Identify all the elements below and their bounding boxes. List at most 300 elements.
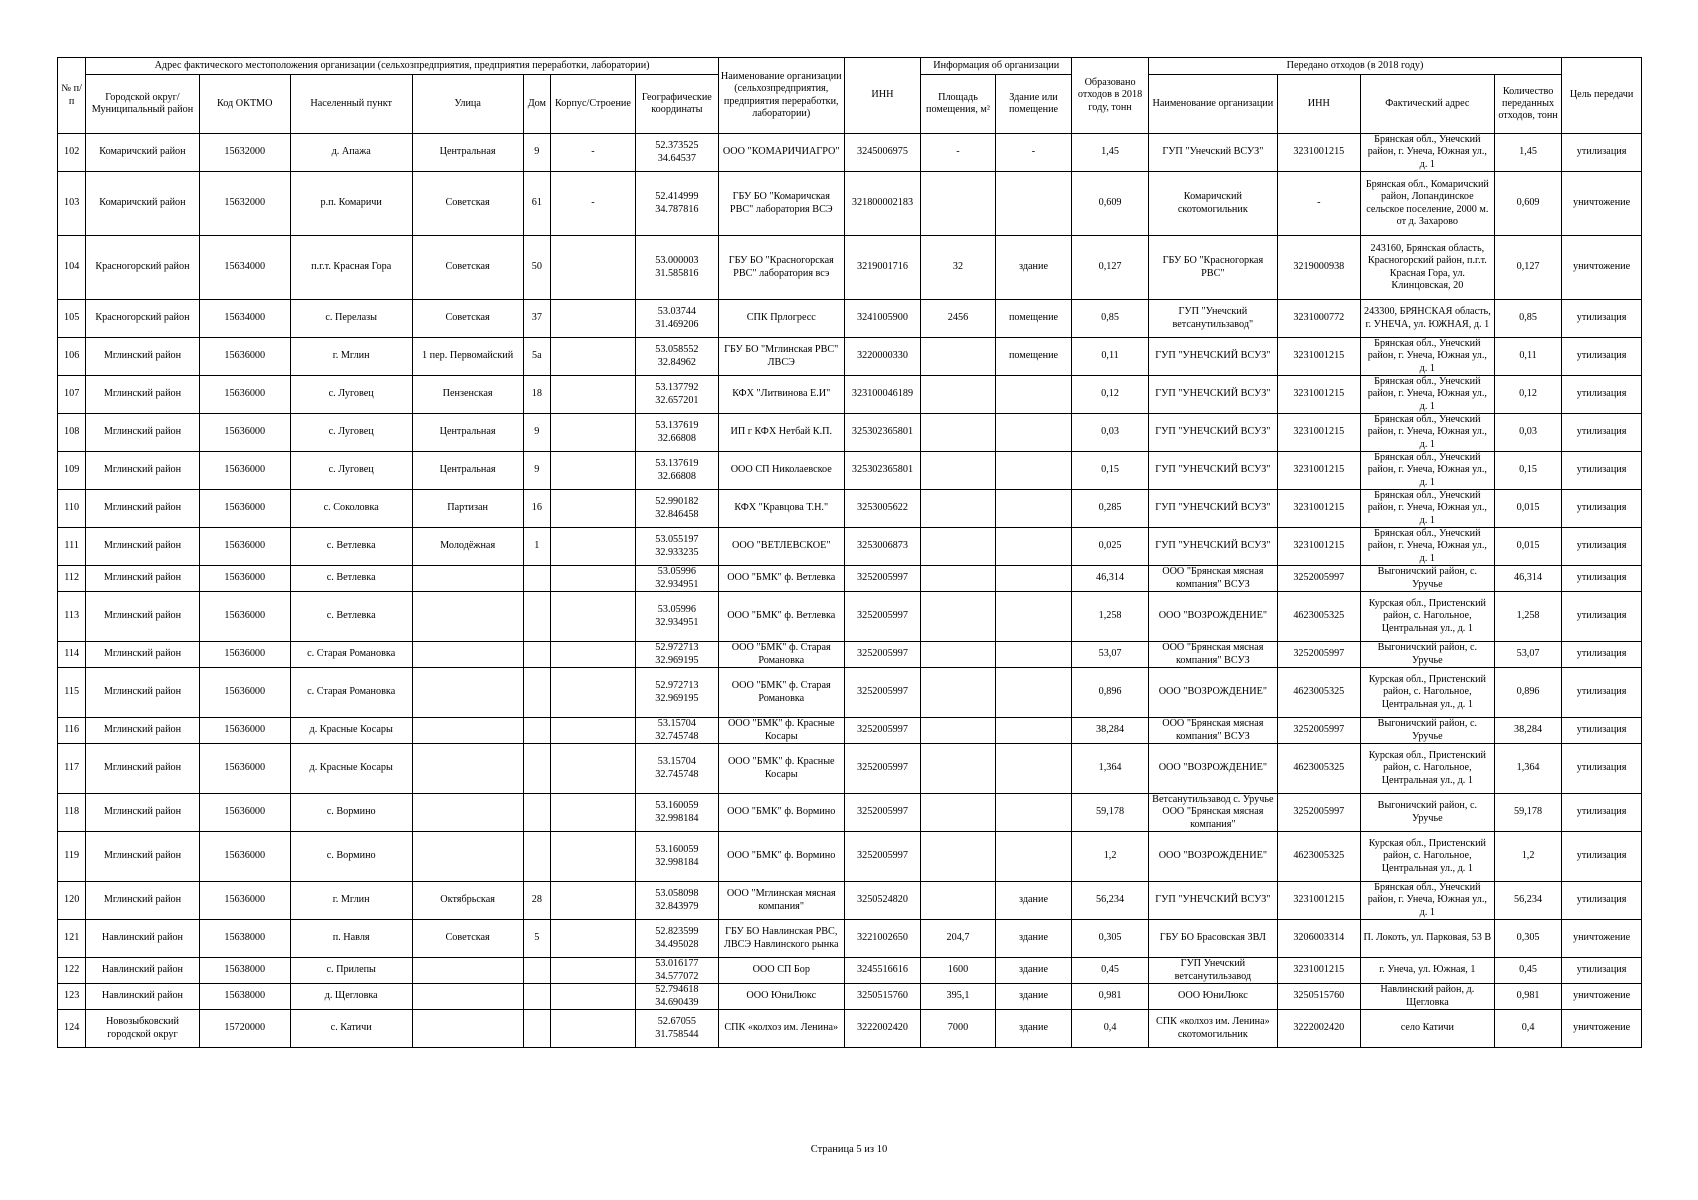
cell-formed: 1,2: [1072, 832, 1149, 882]
cell-recv-address: село Катичи: [1360, 1010, 1494, 1048]
cell-org: ГБУ БО "Комаричская РВС" лаборатория ВСЭ: [718, 172, 844, 236]
cell-inn: 3253005622: [844, 490, 921, 528]
cell-recv-inn: 4623005325: [1277, 832, 1360, 882]
cell-building: [550, 984, 635, 1010]
cell-area: -: [921, 134, 995, 172]
cell-recv-address: П. Локоть, ул. Парковая, 53 В: [1360, 920, 1494, 958]
cell-settlement: с. Старая Романовка: [290, 642, 412, 668]
cell-oktmo: 15634000: [199, 236, 290, 300]
cell-recv-address: Навлинский район, д. Щегловка: [1360, 984, 1494, 1010]
cell-recv-inn: 4623005325: [1277, 592, 1360, 642]
cell-recv-inn: 3250515760: [1277, 984, 1360, 1010]
cell-building: [550, 668, 635, 718]
cell-recv-qty: 59,178: [1494, 794, 1561, 832]
table-row: [58, 566, 1642, 592]
cell-building: [550, 490, 635, 528]
cell-building: [550, 642, 635, 668]
cell-premises: [995, 452, 1072, 490]
cell-oktmo: 15720000: [199, 1010, 290, 1048]
cell-premises: [995, 414, 1072, 452]
cell-recv-name: Комаричский скотомогильник: [1148, 172, 1277, 236]
cell-house: [523, 642, 550, 668]
cell-formed: 0,15: [1072, 452, 1149, 490]
cell-settlement: с. Луговец: [290, 414, 412, 452]
table-row: [58, 134, 1642, 172]
longitude: 34.787816: [655, 203, 699, 215]
cell-area: [921, 832, 995, 882]
cell-oktmo: 15636000: [199, 490, 290, 528]
cell-formed: 0,12: [1072, 376, 1149, 414]
cell-street: Советская: [412, 920, 523, 958]
cell-house: 37: [523, 300, 550, 338]
cell-street: [412, 718, 523, 744]
latitude: 53.03744: [657, 306, 696, 318]
latitude: 53.137619: [655, 420, 699, 432]
cell-org: ООО "БМК" ф. Вормино: [718, 832, 844, 882]
cell-recv-name: ООО "Брянская мясная компания" ВСУЗ: [1148, 718, 1277, 744]
cell-recv-qty: 38,284: [1494, 718, 1561, 744]
cell-street: Советская: [412, 300, 523, 338]
cell-coords: [635, 452, 718, 490]
cell-okrug: Комаричский район: [86, 172, 199, 236]
cell-recv-address: Брянская обл., Унечский район, г. Унеча, Южная ул., д. 1: [1360, 490, 1494, 528]
longitude: 32.66808: [657, 432, 696, 444]
cell-formed: 0,85: [1072, 300, 1149, 338]
cell-recv-address: Выгоничский район, с. Уручье: [1360, 642, 1494, 668]
table-row: [58, 668, 1642, 718]
latitude: 52.990182: [655, 496, 699, 508]
cell-area: [921, 718, 995, 744]
cell-area: [921, 794, 995, 832]
cell-num: 121: [58, 920, 86, 958]
cell-num: 119: [58, 832, 86, 882]
cell-recv-qty: 0,12: [1494, 376, 1561, 414]
col-building: Корпус/Строение: [550, 75, 635, 134]
col-recv-inn: ИНН: [1277, 75, 1360, 134]
cell-inn: 3252005997: [844, 718, 921, 744]
cell-recv-inn: 3231001215: [1277, 134, 1360, 172]
cell-num: 116: [58, 718, 86, 744]
col-oktmo: Код ОКТМО: [199, 75, 290, 134]
cell-okrug: Мглинский район: [86, 528, 199, 566]
cell-building: [550, 528, 635, 566]
cell-premises: [995, 566, 1072, 592]
cell-inn: 3222002420: [844, 1010, 921, 1048]
cell-oktmo: 15636000: [199, 718, 290, 744]
cell-recv-qty: 1,45: [1494, 134, 1561, 172]
cell-settlement: с. Перелазы: [290, 300, 412, 338]
cell-area: [921, 490, 995, 528]
cell-coords: [635, 794, 718, 832]
cell-okrug: Мглинский район: [86, 744, 199, 794]
cell-org: ООО "Мглинская мясная компания": [718, 882, 844, 920]
cell-purpose: утилизация: [1562, 794, 1642, 832]
cell-coords: [635, 376, 718, 414]
cell-premises: [995, 592, 1072, 642]
cell-street: [412, 1010, 523, 1048]
cell-recv-name: Ветсанутильзавод с. Уручье ООО "Брянская мясная компания": [1148, 794, 1277, 832]
cell-inn: 3252005997: [844, 668, 921, 718]
latitude: 53.05996: [657, 566, 696, 578]
cell-recv-qty: 0,015: [1494, 528, 1561, 566]
cell-area: 7000: [921, 1010, 995, 1048]
cell-settlement: д. Красные Косары: [290, 744, 412, 794]
cell-street: [412, 744, 523, 794]
latitude: 53.058552: [655, 344, 699, 356]
cell-recv-inn: 4623005325: [1277, 744, 1360, 794]
cell-settlement: с. Соколовка: [290, 490, 412, 528]
cell-settlement: д. Щегловка: [290, 984, 412, 1010]
cell-num: 111: [58, 528, 86, 566]
cell-premises: помещение: [995, 300, 1072, 338]
cell-street: 1 пер. Первомайский: [412, 338, 523, 376]
cell-coords: [635, 338, 718, 376]
cell-num: 105: [58, 300, 86, 338]
cell-purpose: уничтожение: [1562, 236, 1642, 300]
cell-premises: [995, 794, 1072, 832]
cell-building: -: [550, 172, 635, 236]
longitude: 32.969195: [655, 654, 699, 666]
longitude: 32.846458: [655, 508, 699, 520]
cell-coords: [635, 744, 718, 794]
cell-coords: [635, 920, 718, 958]
col-group-info: Информация об организации: [921, 58, 1072, 75]
cell-area: [921, 592, 995, 642]
latitude: 53.137792: [655, 382, 699, 394]
cell-settlement: с. Катичи: [290, 1010, 412, 1048]
cell-settlement: п.г.т. Красная Гора: [290, 236, 412, 300]
table-row: [58, 172, 1642, 236]
cell-inn: 3245006975: [844, 134, 921, 172]
cell-num: 107: [58, 376, 86, 414]
cell-recv-name: ГБУ БО "Красногоркая РВС": [1148, 236, 1277, 300]
cell-okrug: Мглинский район: [86, 592, 199, 642]
col-purpose: Цель передачи: [1562, 58, 1642, 134]
cell-premises: [995, 376, 1072, 414]
cell-recv-qty: 0,896: [1494, 668, 1561, 718]
cell-org: ООО СП Николаевское: [718, 452, 844, 490]
table-header: [58, 58, 1642, 134]
cell-oktmo: 15638000: [199, 984, 290, 1010]
cell-recv-qty: 46,314: [1494, 566, 1561, 592]
cell-org: ООО "БМК" ф. Старая Романовка: [718, 642, 844, 668]
cell-oktmo: 15636000: [199, 668, 290, 718]
longitude: 32.933235: [655, 546, 699, 558]
cell-area: 32: [921, 236, 995, 300]
cell-okrug: Мглинский район: [86, 490, 199, 528]
cell-formed: 46,314: [1072, 566, 1149, 592]
cell-street: Партизан: [412, 490, 523, 528]
cell-recv-address: Брянская обл., Унечский район, г. Унеча, Южная ул., д. 1: [1360, 376, 1494, 414]
cell-okrug: Комаричский район: [86, 134, 199, 172]
cell-formed: 0,285: [1072, 490, 1149, 528]
latitude: 52.794618: [655, 984, 699, 996]
cell-num: 118: [58, 794, 86, 832]
cell-okrug: Красногорский район: [86, 236, 199, 300]
cell-num: 109: [58, 452, 86, 490]
cell-recv-name: ГУП "УНЕЧСКИЙ ВСУЗ": [1148, 452, 1277, 490]
cell-formed: 1,258: [1072, 592, 1149, 642]
cell-recv-inn: 3231000772: [1277, 300, 1360, 338]
cell-house: [523, 1010, 550, 1048]
cell-coords: [635, 236, 718, 300]
cell-building: [550, 958, 635, 984]
table-row: [58, 984, 1642, 1010]
cell-recv-address: Выгоничский район, с. Уручье: [1360, 794, 1494, 832]
cell-coords: [635, 718, 718, 744]
cell-settlement: с. Луговец: [290, 452, 412, 490]
cell-oktmo: 15636000: [199, 452, 290, 490]
cell-inn: 3252005997: [844, 794, 921, 832]
cell-street: [412, 984, 523, 1010]
cell-recv-name: ООО "ВОЗРОЖДЕНИЕ": [1148, 744, 1277, 794]
cell-oktmo: 15636000: [199, 882, 290, 920]
cell-house: [523, 592, 550, 642]
cell-settlement: п. Навля: [290, 920, 412, 958]
cell-inn: 3219001716: [844, 236, 921, 300]
latitude: 53.016177: [655, 958, 699, 970]
longitude: 32.969195: [655, 692, 699, 704]
cell-recv-inn: 3231001215: [1277, 958, 1360, 984]
cell-org: КФХ "Литвинова Е.И": [718, 376, 844, 414]
col-inn: ИНН: [844, 58, 921, 134]
cell-area: [921, 566, 995, 592]
col-org-name: Наименование организации (сельхозпредприятия, предприятия переработки, лаборатории): [718, 58, 844, 134]
cell-okrug: Новозыбковский городской округ: [86, 1010, 199, 1048]
cell-oktmo: 15638000: [199, 958, 290, 984]
table-row: [58, 794, 1642, 832]
cell-okrug: Мглинский район: [86, 642, 199, 668]
cell-settlement: с. Прилепы: [290, 958, 412, 984]
cell-inn: 3252005997: [844, 744, 921, 794]
cell-building: [550, 236, 635, 300]
cell-recv-address: 243160, Брянская область, Красногорский район, п.г.т. Красная Гора, ул. Клинцовская, 20: [1360, 236, 1494, 300]
cell-recv-inn: 3231001215: [1277, 882, 1360, 920]
cell-recv-name: ООО "Брянская мясная компания" ВСУЗ: [1148, 642, 1277, 668]
col-street: Улица: [412, 75, 523, 134]
cell-recv-qty: 0,981: [1494, 984, 1561, 1010]
latitude: 53.160059: [655, 800, 699, 812]
latitude: 52.972713: [655, 680, 699, 692]
cell-oktmo: 15636000: [199, 528, 290, 566]
cell-purpose: утилизация: [1562, 592, 1642, 642]
cell-house: [523, 832, 550, 882]
cell-okrug: Навлинский район: [86, 958, 199, 984]
cell-recv-name: ГУП "УНЕЧСКИЙ ВСУЗ": [1148, 414, 1277, 452]
cell-house: 1: [523, 528, 550, 566]
cell-street: Пензенская: [412, 376, 523, 414]
cell-recv-name: ГУП "УНЕЧСКИЙ ВСУЗ": [1148, 882, 1277, 920]
col-recv-name: Наименование организации: [1148, 75, 1277, 134]
cell-coords: [635, 300, 718, 338]
table-row: [58, 882, 1642, 920]
cell-area: [921, 744, 995, 794]
col-area: Площадь помещения, м²: [921, 75, 995, 134]
table-body: [58, 134, 1642, 1048]
cell-recv-name: ГУП "УНЕЧСКИЙ ВСУЗ": [1148, 338, 1277, 376]
cell-building: [550, 1010, 635, 1048]
longitude: 32.843979: [655, 900, 699, 912]
cell-area: [921, 414, 995, 452]
cell-recv-name: ГУП "УНЕЧСКИЙ ВСУЗ": [1148, 528, 1277, 566]
cell-coords: [635, 984, 718, 1010]
cell-oktmo: 15634000: [199, 300, 290, 338]
cell-coords: [635, 1010, 718, 1048]
cell-building: [550, 744, 635, 794]
cell-purpose: утилизация: [1562, 882, 1642, 920]
cell-coords: [635, 566, 718, 592]
latitude: 53.137619: [655, 458, 699, 470]
cell-street: Советская: [412, 172, 523, 236]
col-group-address: Адрес фактического местоположения организации (сельхозпредприятия, предприятия переработки, лаборатории): [86, 58, 719, 75]
cell-num: 113: [58, 592, 86, 642]
cell-house: [523, 794, 550, 832]
cell-premises: -: [995, 134, 1072, 172]
latitude: 53.05996: [657, 604, 696, 616]
cell-okrug: Мглинский район: [86, 794, 199, 832]
cell-inn: 321800002183: [844, 172, 921, 236]
cell-purpose: уничтожение: [1562, 172, 1642, 236]
cell-recv-qty: 56,234: [1494, 882, 1561, 920]
cell-purpose: утилизация: [1562, 642, 1642, 668]
cell-inn: 325302365801: [844, 414, 921, 452]
cell-recv-name: ГУП "Унечский ВСУЗ": [1148, 134, 1277, 172]
cell-coords: [635, 882, 718, 920]
cell-oktmo: 15632000: [199, 134, 290, 172]
cell-purpose: утилизация: [1562, 744, 1642, 794]
cell-recv-address: Брянская обл., Унечский район, г. Унеча, Южная ул., д. 1: [1360, 134, 1494, 172]
cell-inn: 3250515760: [844, 984, 921, 1010]
cell-oktmo: 15632000: [199, 172, 290, 236]
cell-recv-name: ООО "Брянская мясная компания" ВСУЗ: [1148, 566, 1277, 592]
cell-building: [550, 920, 635, 958]
cell-premises: здание: [995, 984, 1072, 1010]
cell-recv-name: ООО "ВОЗРОЖДЕНИЕ": [1148, 832, 1277, 882]
cell-recv-name: ГУП "УНЕЧСКИЙ ВСУЗ": [1148, 376, 1277, 414]
cell-premises: помещение: [995, 338, 1072, 376]
cell-recv-qty: 0,45: [1494, 958, 1561, 984]
cell-area: [921, 642, 995, 668]
cell-coords: [635, 832, 718, 882]
cell-recv-inn: 3222002420: [1277, 1010, 1360, 1048]
cell-org: ООО ЮниЛюкс: [718, 984, 844, 1010]
cell-building: [550, 718, 635, 744]
cell-okrug: Мглинский район: [86, 882, 199, 920]
longitude: 31.469206: [655, 318, 699, 330]
cell-formed: 53,07: [1072, 642, 1149, 668]
latitude: 52.373525: [655, 140, 699, 152]
cell-premises: [995, 718, 1072, 744]
cell-recv-qty: 53,07: [1494, 642, 1561, 668]
cell-recv-address: Курская обл., Пристенский район, с. Нагольное, Центральная ул., д. 1: [1360, 832, 1494, 882]
latitude: 52.972713: [655, 642, 699, 654]
cell-street: [412, 642, 523, 668]
cell-recv-address: Выгоничский район, с. Уручье: [1360, 718, 1494, 744]
cell-area: [921, 452, 995, 490]
cell-recv-qty: 0,03: [1494, 414, 1561, 452]
cell-formed: 0,609: [1072, 172, 1149, 236]
cell-settlement: г. Мглин: [290, 338, 412, 376]
cell-street: [412, 566, 523, 592]
cell-oktmo: 15636000: [199, 592, 290, 642]
latitude: 53.058098: [655, 888, 699, 900]
cell-recv-inn: 3252005997: [1277, 566, 1360, 592]
cell-oktmo: 15636000: [199, 832, 290, 882]
cell-org: ООО СП Бор: [718, 958, 844, 984]
table-row: [58, 236, 1642, 300]
cell-premises: [995, 528, 1072, 566]
cell-oktmo: 15636000: [199, 414, 290, 452]
latitude: 53.15704: [657, 718, 696, 730]
cell-org: ГБУ БО "Красногорская РВС" лаборатория всэ: [718, 236, 844, 300]
cell-recv-address: Брянская обл., Комаричский район, Лопандинское сельское поселение, 2000 м. от д. Захарово: [1360, 172, 1494, 236]
cell-recv-qty: 1,258: [1494, 592, 1561, 642]
cell-recv-inn: 3231001215: [1277, 414, 1360, 452]
cell-house: 9: [523, 452, 550, 490]
cell-premises: здание: [995, 958, 1072, 984]
cell-inn: 3253006873: [844, 528, 921, 566]
cell-premises: [995, 172, 1072, 236]
cell-org: ООО "КОМАРИЧИАГРО": [718, 134, 844, 172]
cell-street: Центральная: [412, 134, 523, 172]
cell-formed: 0,025: [1072, 528, 1149, 566]
cell-area: 2456: [921, 300, 995, 338]
cell-settlement: с. Вормино: [290, 794, 412, 832]
cell-coords: [635, 134, 718, 172]
cell-area: [921, 376, 995, 414]
cell-okrug: Мглинский район: [86, 832, 199, 882]
cell-recv-inn: 3219000938: [1277, 236, 1360, 300]
cell-purpose: уничтожение: [1562, 920, 1642, 958]
cell-recv-address: Брянская обл., Унечский район, г. Унеча, Южная ул., д. 1: [1360, 414, 1494, 452]
cell-recv-name: ООО ЮниЛюкс: [1148, 984, 1277, 1010]
cell-org: ГБУ БО Навлинская РВС, ЛВСЭ Навлинского рынка: [718, 920, 844, 958]
cell-recv-name: ООО "ВОЗРОЖДЕНИЕ": [1148, 668, 1277, 718]
cell-recv-qty: 0,11: [1494, 338, 1561, 376]
cell-recv-address: Брянская обл., Унечский район, г. Унеча, Южная ул., д. 1: [1360, 882, 1494, 920]
cell-building: [550, 592, 635, 642]
cell-recv-inn: 3231001215: [1277, 490, 1360, 528]
cell-inn: 3221002650: [844, 920, 921, 958]
latitude: 53.160059: [655, 844, 699, 856]
cell-purpose: уничтожение: [1562, 1010, 1642, 1048]
cell-house: [523, 566, 550, 592]
cell-house: 50: [523, 236, 550, 300]
cell-settlement: г. Мглин: [290, 882, 412, 920]
cell-inn: 325302365801: [844, 452, 921, 490]
cell-purpose: утилизация: [1562, 566, 1642, 592]
cell-inn: 3252005997: [844, 642, 921, 668]
cell-street: Октябрьская: [412, 882, 523, 920]
cell-premises: [995, 744, 1072, 794]
longitude: 34.64537: [657, 152, 696, 164]
cell-house: 5: [523, 920, 550, 958]
cell-inn: 3220000330: [844, 338, 921, 376]
cell-okrug: Мглинский район: [86, 414, 199, 452]
table-row: [58, 920, 1642, 958]
cell-inn: 3250524820: [844, 882, 921, 920]
cell-house: 61: [523, 172, 550, 236]
cell-oktmo: 15638000: [199, 920, 290, 958]
longitude: 32.66808: [657, 470, 696, 482]
cell-building: [550, 882, 635, 920]
waste-table: [57, 57, 1642, 1048]
cell-building: [550, 794, 635, 832]
cell-recv-inn: 3231001215: [1277, 452, 1360, 490]
cell-num: 120: [58, 882, 86, 920]
table-row: [58, 376, 1642, 414]
col-recv-qty: Количество переданных отходов, тонн: [1494, 75, 1561, 134]
